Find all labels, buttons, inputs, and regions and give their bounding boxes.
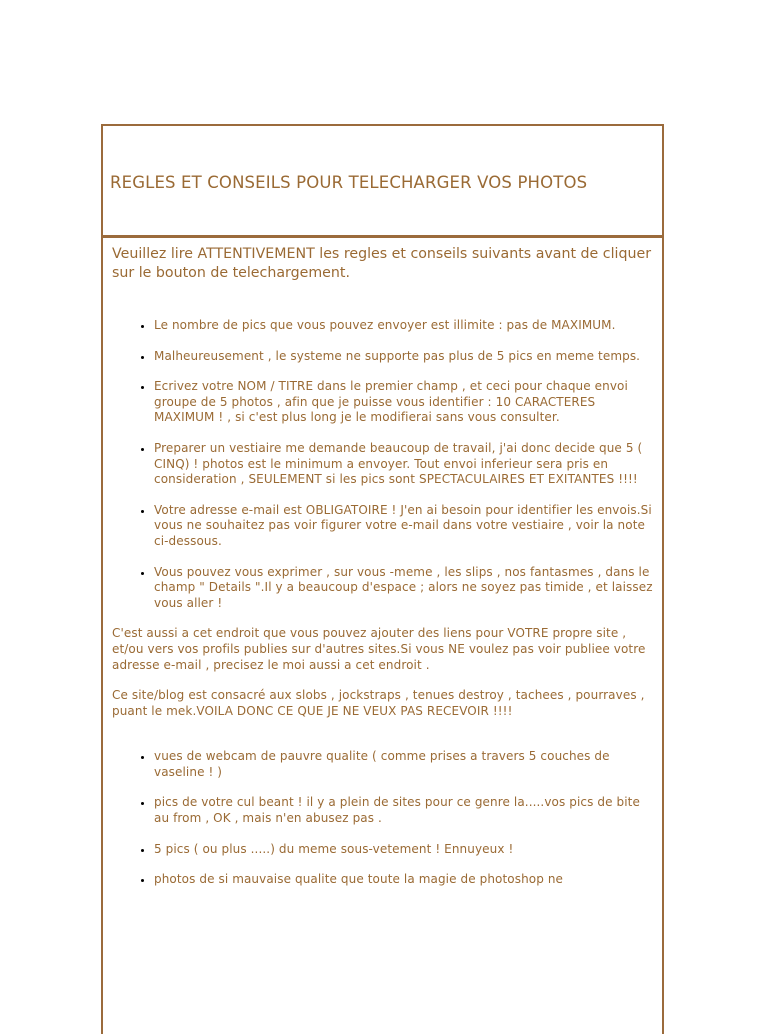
refused-item: • photos de si mauvaise qualite que toute la magie de photoshop ne	[154, 872, 655, 888]
refused-item: • pics de votre cul beant ! il y a plein de sites pour ce genre la.....vos pics de bite au from , OK , mais n'en abusez pas .	[154, 795, 655, 826]
rule-item: • Le nombre de pics que vous pouvez envoyer est illimite : pas de MAXIMUM.	[154, 318, 655, 334]
title-bar	[103, 126, 662, 238]
refused-list	[112, 749, 655, 888]
page-title: REGLES ET CONSEILS POUR TELECHARGER VOS PHOTOS	[110, 172, 588, 192]
rule-item: • Preparer un vestiaire me demande beaucoup de travail, j'ai donc decide que 5 ( CINQ) ! photos est le minimum a envoyer. Tout envoi inferieur sera pris en consideration , SEULEMENT si les pics sont SPECTACULAIRES ET EXITANTES !!!!	[154, 441, 655, 488]
rule-item: • Vous pouvez vous exprimer , sur vous -meme , les slips , nos fantasmes , dans le champ " Details ".Il y a beaucoup d'espace ; alors ne soyez pas timide , et laissez vous aller !	[154, 565, 655, 612]
site-paragraph: Ce site/blog est consacré aux slobs , jockstraps , tenues destroy , tachees , pourraves , puant le mek.VOILA DONC CE QUE JE NE VEUX PAS RECEVOIR !!!!	[112, 688, 645, 718]
rules-frame	[101, 124, 664, 1034]
links-paragraph: C'est aussi a cet endroit que vous pouvez ajouter des liens pour VOTRE propre site , et/ou vers vos profils publies sur d'autres sites.Si vous NE voulez pas voir publiee votre adresse e-mail , precisez le moi aussi a cet endroit .	[112, 626, 646, 672]
rule-item: • Votre adresse e-mail est OBLIGATOIRE ! J'en ai besoin pour identifier les envois.Si vous ne souhaitez pas voir figurer votre e-mail dans votre vestiaire , voir la note ci-dessous.	[154, 503, 655, 550]
rule-item: • Malheureusement , le systeme ne supporte pas plus de 5 pics en meme temps.	[154, 349, 655, 365]
intro-text: Veuillez lire ATTENTIVEMENT les regles et conseils suivants avant de cliquer sur le bouton de telechargement.	[112, 246, 652, 281]
refused-item: • 5 pics ( ou plus .....) du meme sous-vetement ! Ennuyeux !	[154, 842, 655, 858]
rules-content	[103, 238, 662, 888]
rules-list	[112, 318, 655, 611]
refused-item: • vues de webcam de pauvre qualite ( comme prises a travers 5 couches de vaseline ! )	[154, 749, 655, 780]
rule-item: • Ecrivez votre NOM / TITRE dans le premier champ , et ceci pour chaque envoi groupe de 5 photos , afin que je puisse vous identifier : 10 CARACTERES MAXIMUM ! , si c'est plus long je le modifierai sans vous consulter.	[154, 379, 655, 426]
